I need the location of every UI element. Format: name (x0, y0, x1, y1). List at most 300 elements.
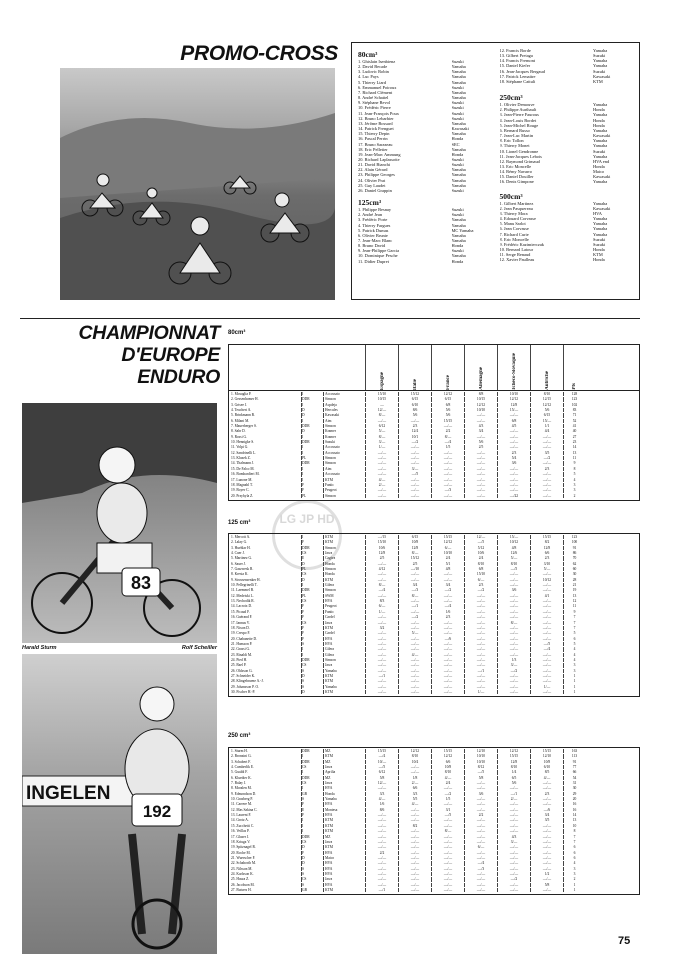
bike-make: Suzuki (593, 148, 606, 154)
result-france: —/— (431, 861, 464, 865)
result-tcheco: —/— (497, 642, 530, 646)
nation: S (301, 883, 323, 887)
result-autriche: —/— (530, 888, 563, 892)
result-tcheco: —/— (497, 467, 530, 471)
rider-name: 12. Mas Sakina C. (231, 807, 258, 812)
result-italie: 8/2 (398, 824, 431, 828)
bike-make: Jawa (323, 765, 365, 769)
column-header (464, 345, 497, 390)
points-total: 1 (563, 888, 585, 892)
result-allemagne: 12/12 (464, 403, 497, 407)
result-autriche: 5/— (530, 567, 563, 571)
nation: D (301, 856, 323, 860)
result-espagne: —/1 (365, 888, 398, 892)
rider-name: 12. Xavier Paulleau (499, 257, 535, 263)
result-autriche: 8/2 (530, 540, 563, 544)
result-italie: —/— (398, 637, 431, 641)
result-tcheco: —/— (497, 604, 530, 608)
result-espagne: 8/— (365, 413, 398, 417)
bike-make: Yamaha (593, 127, 608, 133)
rider-name: 1. Mosaglia P. (231, 392, 252, 396)
rider-name: 19. Boyer C. (231, 488, 250, 493)
rider-name: 15. Daniel Kiefer (499, 63, 531, 69)
bike-make: Honda (593, 107, 605, 113)
result-france: —/— (431, 824, 464, 828)
result-allemagne: 12/— (464, 535, 497, 539)
points-total: 52 (563, 419, 585, 423)
rider-name: 11. Carrere M. (231, 802, 253, 807)
bike-make: Yamaha (451, 253, 466, 259)
result-tcheco: 5/— (497, 556, 530, 560)
result-italie: —/— (398, 835, 431, 839)
result-allemagne: —/— (464, 658, 497, 662)
bike-make: Accossato (323, 472, 365, 476)
result-espagne: 6/— (365, 604, 398, 608)
promo-title: PROMO-CROSS (180, 42, 338, 65)
rider-name: 16. Jean-Jacques Bergaud (499, 68, 545, 74)
result-allemagne: —/— (464, 685, 497, 689)
nation: I (301, 451, 323, 455)
nation: PL (301, 594, 323, 598)
promo-result-row (500, 79, 634, 84)
points-total: 54 (563, 776, 585, 780)
bike-make: Yamaha (593, 153, 608, 159)
bike-make: Honda (323, 572, 365, 576)
promo-section-label: 80cm³ (358, 50, 378, 59)
nation: S (301, 797, 323, 801)
rider-name: 6. Sauer J. (231, 561, 246, 566)
result-tcheco: 15/15 (497, 754, 530, 758)
result-espagne: —/— (365, 451, 398, 455)
result-italie: —/— (398, 419, 431, 423)
rider-name: 28. Klingebruene A.-J. (231, 679, 264, 684)
result-espagne: —/5 (365, 765, 398, 769)
table-body (229, 391, 639, 500)
result-italie: —/2 (398, 440, 431, 444)
enduro-photo-rolf-scheiller (22, 654, 217, 954)
result-france: —/— (431, 867, 464, 871)
result-italie: —/— (398, 658, 431, 662)
result-autriche: 3/5 (530, 451, 563, 455)
nation: F (301, 610, 323, 614)
result-allemagne: —/— (464, 472, 497, 476)
rider-name: 22. Schaborth M. (231, 861, 256, 866)
rider-name: 2. David Becade (358, 64, 388, 70)
rider-name: 2. Gessenhomer H. (231, 397, 259, 402)
result-autriche: —/— (530, 478, 563, 482)
bike-make: Yamaha (323, 797, 365, 801)
nation: CS (301, 599, 323, 603)
enduro-class-label: 80cm³ (228, 330, 246, 336)
result-autriche: 15/15 (530, 535, 563, 539)
points-total: 8 (563, 467, 585, 471)
result-tcheco: —/— (497, 637, 530, 641)
motocross-scene-graphic (60, 68, 335, 300)
rider-name: 9. Rossi G. (231, 434, 247, 439)
result-espagne: —/— (365, 824, 398, 828)
rider-name: 3. Ludovic Robin (358, 69, 389, 75)
result-tcheco: —/2 (497, 877, 530, 881)
result-tcheco: —/— (497, 824, 530, 828)
nation: E (301, 556, 323, 560)
rider-name: 11. Serge Renaud (499, 252, 531, 258)
nation: I (301, 653, 323, 657)
points-total: 71 (563, 413, 585, 417)
bike-make: MZ (323, 835, 365, 839)
result-allemagne: —/5 (464, 770, 497, 774)
result-tcheco: 15/— (497, 535, 530, 539)
table-body (229, 534, 639, 696)
nation: DDR (301, 461, 323, 465)
rider-name: 21. David Bianchi (358, 162, 391, 168)
result-tcheco: —/— (497, 488, 530, 492)
bike-make: MC Yamaha (451, 227, 474, 233)
points-total: 3 (563, 483, 585, 487)
result-espagne: —/— (365, 690, 398, 694)
result-allemagne: 4/3 (464, 424, 497, 428)
enduro-results-table (228, 344, 640, 501)
bike-make: KTM (323, 540, 365, 544)
nation: S (301, 642, 323, 646)
result-france: —/— (431, 840, 464, 844)
result-espagne: 8/— (365, 583, 398, 587)
result-autriche: 2/3 (530, 467, 563, 471)
result-autriche: —/5 (530, 642, 563, 646)
nation: DDR (301, 749, 323, 753)
bike-make: KTM (593, 78, 603, 84)
enduro-title-line: CHAMPIONNAT (78, 322, 220, 344)
points-total: 86 (563, 551, 585, 555)
bike-make: Kawasaki (451, 126, 469, 132)
rider-name: 4. Edouard Corvasse (499, 216, 536, 222)
points-total: 7 (563, 840, 585, 844)
bike-make: KTM (323, 818, 365, 822)
result-tcheco: —/2 (497, 669, 530, 673)
rider-name: 6. Kluedter K. (231, 775, 252, 780)
rider-name: 16. Denis Gimpone (499, 179, 534, 185)
result-allemagne: 6/8 (464, 567, 497, 571)
bike-make: Jawa (323, 840, 365, 844)
promo-results-column-left (358, 48, 492, 294)
result-allemagne: 8/8 (464, 392, 497, 396)
result-tcheco: —/— (497, 867, 530, 871)
bike-make: Yamaha (451, 120, 466, 126)
result-france: —/— (431, 856, 464, 860)
points-total: 3 (563, 488, 585, 492)
result-espagne: —/— (365, 835, 398, 839)
result-italie: —/— (398, 840, 431, 844)
result-tcheco: —/— (497, 685, 530, 689)
result-france: 1/5 (431, 445, 464, 449)
bike-make: HVA (323, 802, 365, 806)
points-total: 3 (563, 669, 585, 673)
result-autriche: —/— (530, 829, 563, 833)
points-total: 66 (563, 770, 585, 774)
result-tcheco: —/22 (497, 494, 530, 498)
bike-make: KTM (323, 690, 365, 694)
result-allemagne: —/5 (464, 540, 497, 544)
bike-make: HVA (323, 867, 365, 871)
bike-make: Suzuki (323, 440, 365, 444)
result-autriche: 4/4 (530, 429, 563, 433)
rider-name: 26. Jacobson M. (231, 882, 255, 887)
result-italie: 6/6 (398, 786, 431, 790)
result-autriche: —/— (530, 861, 563, 865)
result-tcheco: —/1 (497, 792, 530, 796)
rider-name: 23. Rinaldi M. (231, 652, 252, 657)
rider-name: 3. Jean-Pierre Faurous (499, 112, 539, 118)
nation: F (301, 615, 323, 619)
points-total: 23 (563, 440, 585, 444)
result-tcheco: 1/4 (497, 770, 530, 774)
rider-name: 14. Lacroix D. (231, 604, 252, 609)
result-espagne: —/— (365, 594, 398, 598)
bike-make: Suzuki (451, 115, 464, 121)
rider-name: 19. Spitznagel R. (231, 845, 256, 850)
result-italie: —/— (398, 488, 431, 492)
nation: PL (301, 456, 323, 460)
result-allemagne: —/— (464, 835, 497, 839)
bike-make: Yamaha (593, 48, 608, 53)
column-header (563, 345, 585, 390)
rider-name: 18. Magnabl T. (231, 482, 253, 487)
result-allemagne: —/— (464, 679, 497, 683)
result-france: —/2 (431, 588, 464, 592)
result-allemagne: —/— (464, 781, 497, 785)
rider-name: 18. Nixon D. (231, 625, 250, 630)
nation: I (301, 419, 323, 423)
result-italie: 1/8 (398, 776, 431, 780)
points-total: 91 (563, 760, 585, 764)
rider-name: 6. Milani M. (231, 418, 250, 423)
result-allemagne: —/4 (464, 861, 497, 865)
result-autriche: 15/— (530, 419, 563, 423)
rider-name: 11. Jean-Jacques Lebois (499, 153, 542, 159)
rider-name: 6. Emmanuel Poiroux (358, 84, 397, 90)
result-espagne: —/— (365, 467, 398, 471)
result-france: 12/12 (431, 540, 464, 544)
result-italie: 3/— (398, 467, 431, 471)
points-total: 12 (563, 599, 585, 603)
bike-make: Suzuki (451, 187, 464, 193)
result-espagne: —/1 (365, 674, 398, 678)
result-france: —/2 (431, 792, 464, 796)
result-tcheco: —/— (497, 829, 530, 833)
enduro-title-line: D'EUROPE (121, 344, 220, 366)
result-espagne: 6/12 (365, 770, 398, 774)
result-autriche: —/— (530, 615, 563, 619)
result-espagne: —/— (365, 637, 398, 641)
result-autriche: —/— (530, 663, 563, 667)
result-autriche: —/— (530, 599, 563, 603)
rider-name: 23. Philippe Georges (358, 172, 395, 178)
nation: I (301, 770, 323, 774)
result-tcheco: 12/6 (497, 551, 530, 555)
table-row (229, 494, 639, 499)
result-italie: —/3 (398, 588, 431, 592)
result-autriche: —/— (530, 461, 563, 465)
column-header (398, 345, 431, 390)
enduro-class-label: 250 cm³ (228, 733, 251, 739)
result-italie: —/— (398, 669, 431, 673)
enduro-photo-harald-sturm (22, 403, 217, 643)
rider-name: 13. Kluzek Z. (231, 456, 251, 461)
result-france: 4/8 (431, 567, 464, 571)
rider-name: 7. Richard Clément (358, 89, 393, 95)
rider-name: 27. Schneider K. (231, 673, 256, 678)
rider-name: 3. Frédéric Porte (358, 217, 388, 223)
points-total: 100 (563, 540, 585, 544)
bike-make: Yamaha (451, 64, 466, 70)
result-italie: 10/8 (398, 540, 431, 544)
result-autriche: 1/2 (530, 872, 563, 876)
result-tcheco: —/— (497, 626, 530, 630)
result-italie: —/— (398, 494, 431, 498)
result-espagne: —/4 (365, 588, 398, 592)
result-espagne: —/— (365, 840, 398, 844)
result-tcheco: —/— (497, 861, 530, 865)
rider-name: 1. Ghislain Isenbienz (358, 59, 396, 64)
rider-name: 20. Przybyla Z. (231, 493, 254, 498)
result-italie: —/— (398, 578, 431, 582)
rider-name: 16. Bombardieri M. (231, 472, 260, 477)
result-espagne: —/— (365, 658, 398, 662)
enduro-rider-graphic (22, 403, 217, 643)
nation: CS (301, 840, 323, 844)
banner-text: INGELEN (26, 783, 111, 804)
result-tcheco: —/— (497, 802, 530, 806)
promo-cross-photo (60, 68, 335, 300)
result-italie: —/— (398, 888, 431, 892)
result-espagne: —/— (365, 867, 398, 871)
enduro-title-line: ENDURO (137, 366, 220, 388)
result-france: —/— (431, 424, 464, 428)
rider-name: 23. Nilsson M. (231, 866, 253, 871)
promo-results-column-right (500, 48, 634, 294)
result-allemagne: 1/— (464, 690, 497, 694)
rider-name: 14. Thalmann J. (231, 461, 255, 466)
result-france: —/— (431, 483, 464, 487)
result-espagne: —/4 (365, 754, 398, 758)
points-total: 4 (563, 478, 585, 482)
result-espagne: —/— (365, 647, 398, 651)
points-total: 6 (563, 851, 585, 855)
points-total: 14 (563, 813, 585, 817)
result-tcheco: —/5 (497, 567, 530, 571)
result-espagne: 1/— (365, 445, 398, 449)
result-espagne: 8/6 (365, 808, 398, 812)
result-france: —/4 (431, 604, 464, 608)
nation: F (301, 637, 323, 641)
promo-result-row (358, 188, 492, 193)
result-france: —/— (431, 599, 464, 603)
result-espagne: —/— (365, 845, 398, 849)
bike-make: Aprilia (323, 770, 365, 774)
rider-name: 16. Guérand F. (231, 615, 253, 620)
result-italie: —/— (398, 867, 431, 871)
bike-make: Yamaha (593, 226, 608, 232)
bike-make: Kawasaki (593, 133, 611, 139)
result-italie: —/— (398, 461, 431, 465)
points-total: 1 (563, 674, 585, 678)
points-total: 4 (563, 861, 585, 865)
bike-make: Cardel (323, 631, 365, 635)
points-total: 16 (563, 808, 585, 812)
points-total: 3 (563, 663, 585, 667)
result-autriche: 5/6 (530, 408, 563, 412)
result-allemagne: 2/2 (464, 813, 497, 817)
result-espagne: 2/5 (365, 556, 398, 560)
result-france: —/— (431, 851, 464, 855)
rider-name: 5. Brinkmann B. (231, 413, 255, 418)
rider-name: 11. Didier Dupret (358, 258, 389, 264)
bike-make: Aspdeja (323, 403, 365, 407)
result-tcheco: —/— (497, 818, 530, 822)
rider-name: 15. Zucchetti C. (231, 823, 255, 828)
nation: F (301, 631, 323, 635)
points-total: 102 (563, 403, 585, 407)
result-allemagne: —/— (464, 856, 497, 860)
bike-make: Kawasaki (593, 73, 611, 79)
result-espagne: 4/— (365, 797, 398, 801)
result-allemagne: —/— (464, 647, 497, 651)
result-france: —/— (431, 835, 464, 839)
nation: S (301, 685, 323, 689)
result-tcheco: 8/— (497, 621, 530, 625)
points-total: 13 (563, 818, 585, 822)
rider-name: 10. Bernard Latour (499, 247, 534, 252)
result-france: 2/2 (431, 429, 464, 433)
rider-name: 9. Thierry Monet (499, 143, 530, 149)
bike-make: SWM (323, 594, 365, 598)
rider-name: 25. Guy Laudet (358, 182, 386, 188)
result-tcheco: —/— (497, 653, 530, 657)
rider-name: 4. Cuer J. (231, 551, 245, 556)
result-tcheco: 5/6 (497, 781, 530, 785)
bike-make: Maico (593, 169, 605, 175)
points-total: 60 (563, 567, 585, 571)
nation: I (301, 829, 323, 833)
nation: S (301, 669, 323, 673)
result-france: —/— (431, 472, 464, 476)
result-france: 15/15 (431, 419, 464, 423)
result-allemagne: 2/4 (464, 556, 497, 560)
nation: I (301, 392, 323, 396)
result-france: 6/15 (431, 397, 464, 401)
result-autriche: 12/8 (530, 546, 563, 550)
result-allemagne: 10/10 (464, 408, 497, 412)
rider-name: 20. Roche M. (231, 850, 251, 855)
bike-make: HVA (323, 637, 365, 641)
rider-name: 5. Manu Sarlot (499, 221, 526, 227)
points-total: 70 (563, 556, 585, 560)
nation: S (301, 867, 323, 871)
promo-results-panel (351, 42, 640, 300)
bike-make: Suzuki (451, 212, 464, 218)
result-espagne: —/— (365, 786, 398, 790)
result-espagne: 10/15 (365, 397, 398, 401)
result-italie: —/— (398, 872, 431, 876)
rider-name: 12. Raymond Grimaud (499, 158, 540, 164)
result-allemagne: —/— (464, 808, 497, 812)
rider-name: 26. Ohlsson G. (231, 668, 253, 673)
result-autriche: —/— (530, 588, 563, 592)
result-italie: —/— (398, 883, 431, 887)
rider-name: 17. Gluser J. (231, 834, 250, 839)
result-allemagne: 10/10 (464, 754, 497, 758)
points-total: 8 (563, 829, 585, 833)
bike-make: HVA (593, 210, 602, 216)
